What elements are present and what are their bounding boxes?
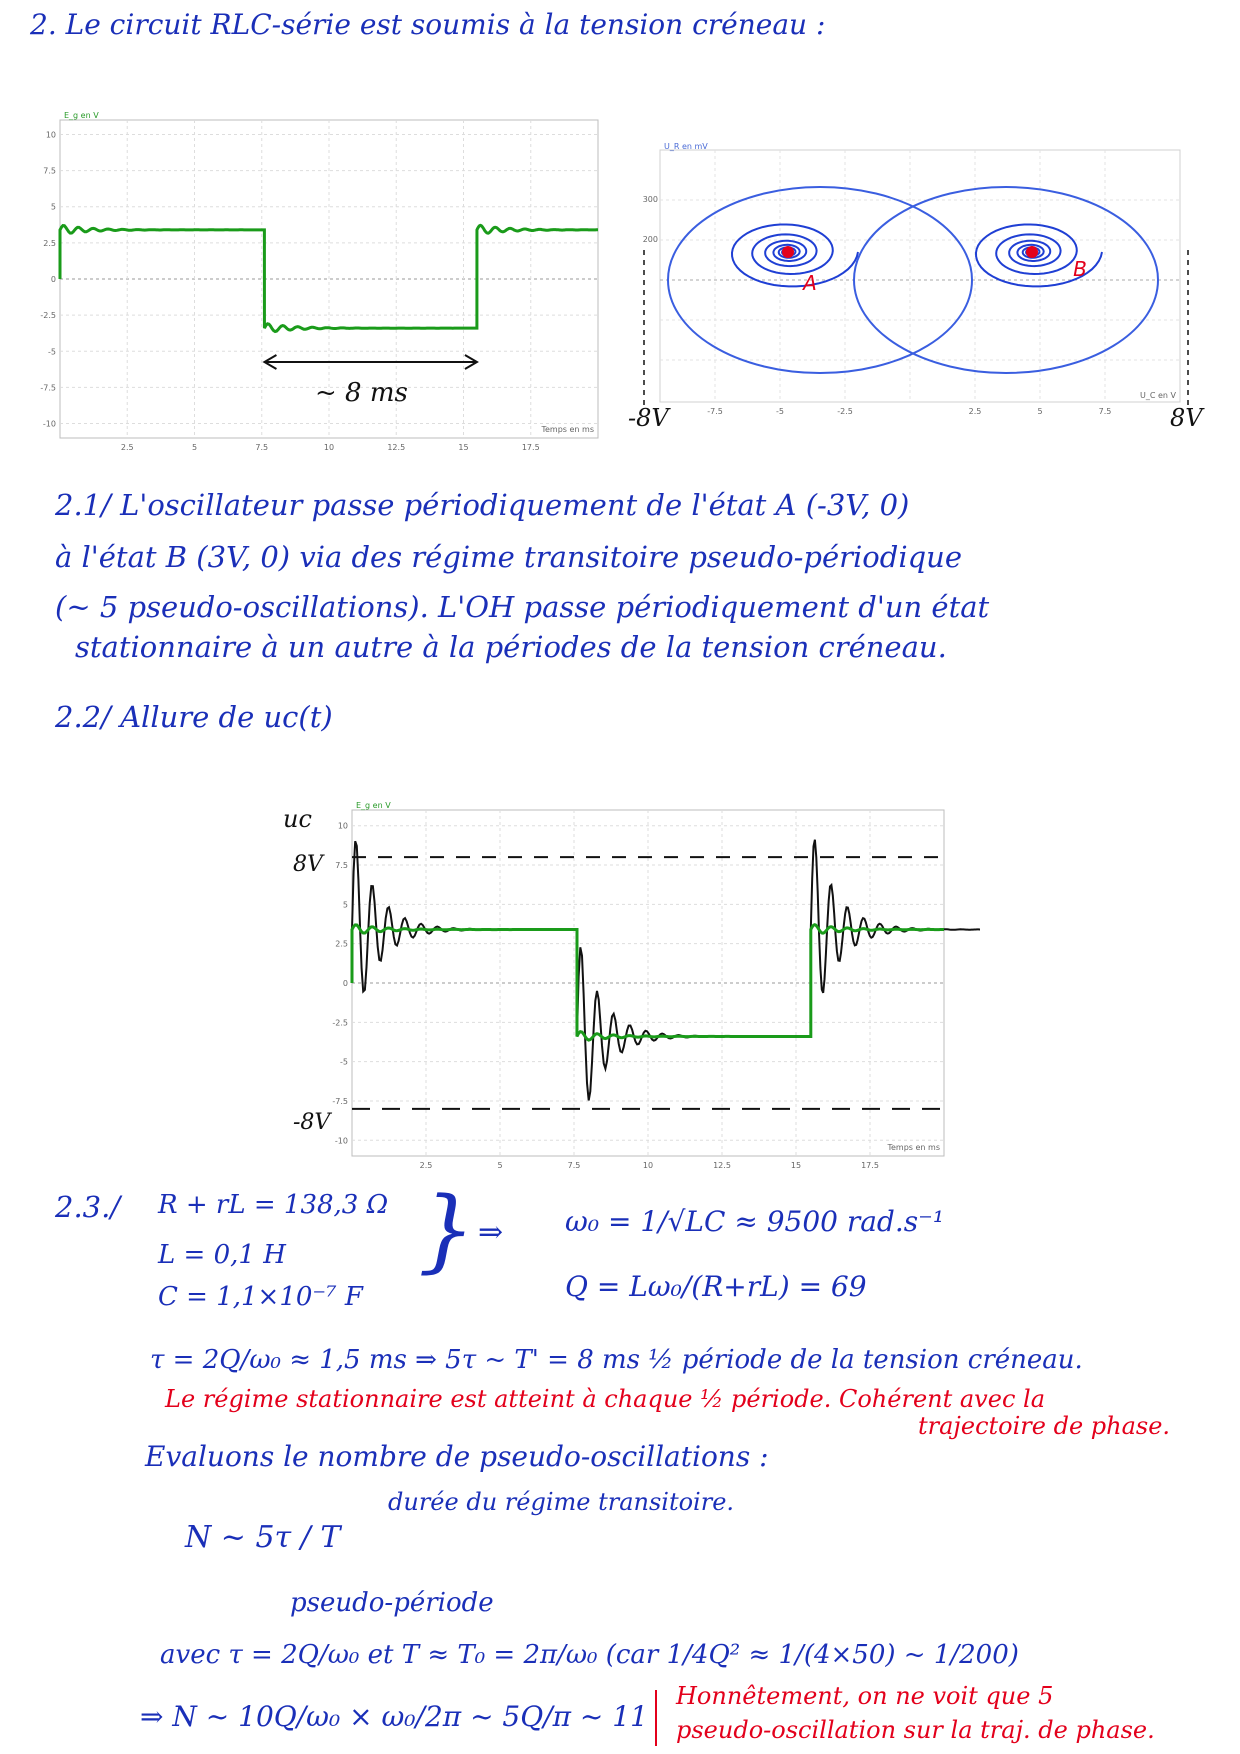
x-axis-label: U_C en V <box>1140 391 1176 400</box>
y-tick-label: 7.5 <box>43 166 56 176</box>
section-2-3-title: 2.3./ <box>55 1190 121 1224</box>
x-axis-label: Temps en ms <box>887 1143 940 1152</box>
x-tick-label: 7.5 <box>255 443 269 452</box>
y-tick-label: -5 <box>340 1057 348 1067</box>
equilibrium-point <box>1026 246 1038 258</box>
y-tick-label: 2.5 <box>43 238 56 248</box>
uc-chart <box>300 800 980 1178</box>
y-tick-label: -5 <box>48 347 56 357</box>
x-tick-label: 2.5 <box>120 443 134 452</box>
q-line: Q = Lω₀/(R+rL) = 69 <box>565 1270 867 1303</box>
x-tick-label: 7.5 <box>1098 407 1112 416</box>
y-axis-label: E_g en V <box>356 801 391 810</box>
state-b-label: B <box>1073 257 1087 281</box>
x-tick-label: 17.5 <box>521 443 540 452</box>
x-tick-label: 12.5 <box>713 1161 731 1170</box>
x-tick-label: 2.5 <box>419 1161 433 1170</box>
x-tick-label: 5 <box>191 443 198 452</box>
tau-line: τ = 2Q/ω₀ ≈ 1,5 ms ⇒ 5τ ~ T' = 8 ms ½ période de la tension créneau. <box>150 1345 1083 1375</box>
section-2-1-line4: stationnaire à un autre à la périodes de la tension créneau. <box>75 630 947 664</box>
phase-portrait <box>640 140 1200 420</box>
x-tick-label: 7.5 <box>567 1161 581 1170</box>
duree-line: durée du régime transitoire. <box>388 1488 735 1516</box>
y-tick-label: 5 <box>342 900 348 910</box>
x-axis-label: Temps en ms <box>541 425 594 434</box>
y-tick-label: 5 <box>50 202 56 212</box>
y-tick-label: 10 <box>337 821 348 831</box>
implies-arrow: ⇒ <box>478 1215 504 1250</box>
uc-top-label: 8V <box>293 852 323 877</box>
x-tick-label: 12.5 <box>387 443 406 452</box>
red-line2: trajectoire de phase. <box>918 1412 1171 1440</box>
c-line: C = 1,1×10⁻⁷ F <box>158 1282 363 1312</box>
y-tick-label: -10 <box>334 1136 348 1146</box>
x-tick-label: -5 <box>776 407 784 416</box>
y-tick-label: -2.5 <box>332 1018 348 1028</box>
equilibrium-point <box>782 246 794 258</box>
l-line: L = 0,1 H <box>158 1240 286 1270</box>
honest-line2: pseudo-oscillation sur la traj. de phase. <box>676 1716 1155 1744</box>
y-axis-label: E_g en V <box>64 112 99 120</box>
honest-line1: Honnêtement, on ne voit que 5 <box>676 1682 1054 1710</box>
x-tick-label: -2.5 <box>837 407 853 416</box>
section-2-1-line3: (~ 5 pseudo-oscillations). L'OH passe périodiquement d'un état <box>55 590 990 624</box>
section-2-1-line1: 2.1/ L'oscillateur passe périodiquement de l'état A (-3V, 0) <box>55 488 910 522</box>
x-tick-label: 15 <box>790 1161 802 1170</box>
section-2-1-line2: à l'état B (3V, 0) via des régime transitoire pseudo-périodique <box>55 540 963 574</box>
state-a-label: A <box>803 271 817 295</box>
section-2-2: 2.2/ Allure de uc(t) <box>55 700 333 734</box>
brace: } <box>418 1178 476 1283</box>
y-tick-label: -7.5 <box>40 383 56 393</box>
y-tick-label: -2.5 <box>40 311 56 321</box>
y-tick-label: 0 <box>342 979 348 988</box>
pseudo-line: pseudo-période <box>290 1588 494 1618</box>
result-line: ⇒ N ~ 10Q/ω₀ × ω₀/2π ~ 5Q/π ~ 11 <box>140 1700 648 1733</box>
separator-bar <box>655 1690 657 1746</box>
phase-right-bound: 8V <box>1170 404 1203 432</box>
r-line: R + rL = 138,3 Ω <box>158 1190 389 1220</box>
y-tick-label: 200 <box>642 235 658 244</box>
x-tick-label: 15 <box>458 443 469 452</box>
y-tick-label: 10 <box>45 130 56 140</box>
y-tick-label: 0 <box>50 275 56 284</box>
y-axis-label: U_R en mV <box>664 142 708 151</box>
x-tick-label: -7.5 <box>707 407 723 416</box>
uc-bottom-label: -8V <box>293 1110 331 1135</box>
duration-annotation: ~ 8 ms <box>315 378 408 408</box>
x-tick-label: 10 <box>323 443 335 452</box>
n-formula: N ~ 5τ / T <box>185 1520 341 1555</box>
y-tick-label: 2.5 <box>335 939 348 949</box>
eval-line: Evaluons le nombre de pseudo-oscillations : <box>145 1440 769 1473</box>
y-tick-label: 300 <box>642 195 658 204</box>
y-tick-label: -7.5 <box>332 1096 348 1106</box>
x-tick-label: 17.5 <box>861 1161 879 1170</box>
uc-axis-label: uc <box>283 805 312 833</box>
y-tick-label: -10 <box>42 419 56 429</box>
plot-frame <box>660 150 1180 402</box>
w0-line: ω₀ = 1/√LC ≈ 9500 rad.s⁻¹ <box>565 1205 945 1238</box>
y-tick-label: 7.5 <box>335 861 348 871</box>
x-tick-label: 10 <box>642 1161 654 1170</box>
header-line: 2. Le circuit RLC-série est soumis à la tension créneau : <box>30 8 826 41</box>
red-line1: Le régime stationnaire est atteint à chaque ½ période. Cohérent avec la <box>165 1385 1045 1413</box>
x-tick-label: 2.5 <box>968 407 982 416</box>
phase-left-bound: -8V <box>628 404 669 432</box>
x-tick-label: 5 <box>497 1161 503 1170</box>
x-tick-label: 5 <box>1037 407 1043 416</box>
avec-line: avec τ = 2Q/ω₀ et T ≈ T₀ = 2π/ω₀ (car 1/4Q² ≈ 1/(4×50) ~ 1/200) <box>160 1640 1019 1670</box>
